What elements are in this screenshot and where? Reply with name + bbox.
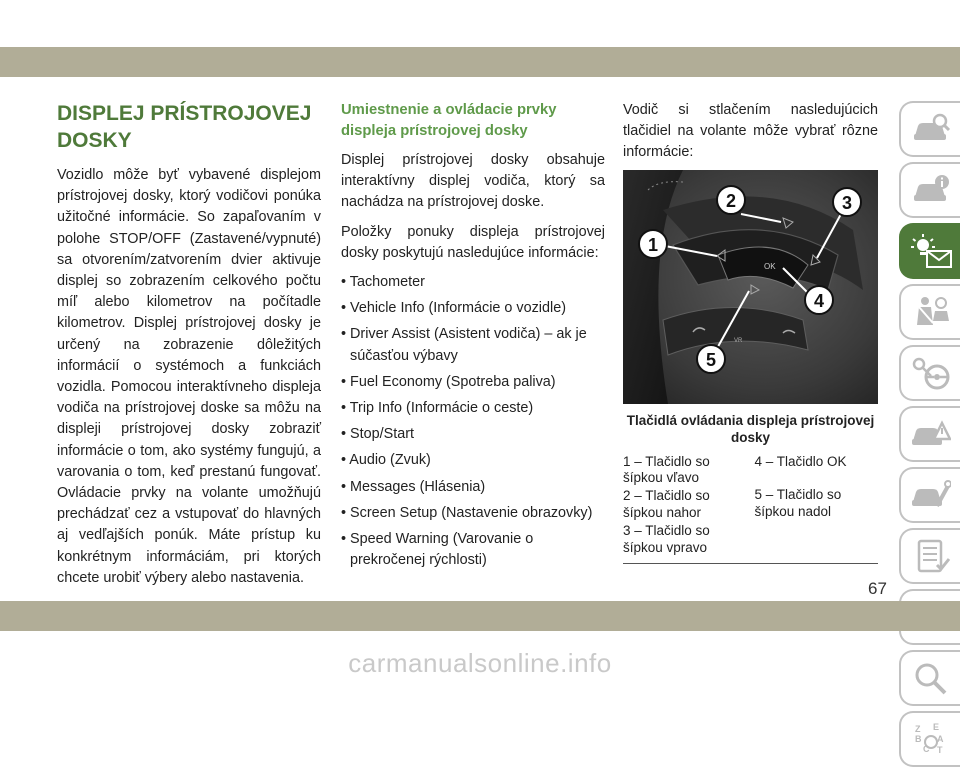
callout-4 [805, 286, 833, 314]
tab-index[interactable] [899, 711, 960, 767]
car-wrench-icon [911, 478, 951, 512]
legend-divider [623, 563, 878, 564]
callout-5 [697, 345, 725, 373]
voice-label: VR [734, 337, 743, 344]
ok-label: OK [764, 261, 776, 271]
figure-caption: Tlačidlá ovládania displeja prístrojovej dosky [626, 412, 875, 445]
svg-text:T: T [936, 745, 942, 755]
legend-item: 3 – Tlačidlo so šípkou vpravo [623, 522, 710, 555]
list-item: • Stop/Start [341, 426, 415, 443]
callout-3 [833, 188, 861, 216]
tab-car-info[interactable] [899, 162, 960, 218]
callout-1 [639, 230, 667, 258]
svg-text:Z: Z [914, 724, 920, 734]
legend-item: 4 – Tlačidlo OK [754, 453, 847, 469]
car-info-icon [911, 173, 951, 207]
tab-starting-operating[interactable] [899, 345, 960, 401]
list-item: • Fuel Economy (Spotreba paliva) [341, 373, 556, 390]
svg-text:5: 5 [705, 349, 717, 370]
column-figure [623, 100, 878, 564]
list-item: • Trip Info (Informácie o ceste) [341, 400, 534, 417]
svg-text:A: A [936, 734, 943, 744]
menu-items-list [341, 272, 605, 571]
page-number: 67 [868, 579, 887, 598]
list-item: • Speed Warning (Varovanie o prekročenej rýchlosti) [341, 531, 534, 569]
intro-paragraph: Vozidlo môže byť vybavené displejom prístrojovej dosky, ktorý vodičovi ponúka užitočné informácie. So zapaľovaním v polohe STOP/OFF (Zastavené/vypnuté) sa otvorením/zatvorením dvier aktivuje displej so zobrazením celkového počtu míľ alebo kilometrov na počítadle kilometrov. Displej prístrojovej dosky je určený na zobrazenie dôležitých informácií o systémoch a funkciách vozidla. Pomocou interaktívneho displeja vodiča na prístrojovej doske sa môžu na displeji prístrojovej dosky zobraziť informácie o tom, ako systémy fungujú, a varovania o tom, keď prestanú fungovať. Ovládacie prvky na volante umožňujú prechádzať cez a vstupovať do hlavných aj vedľajších ponúk. Máte prístup ku konkrétnym informáciám, pri ktorých chcete urobiť výbery alebo nastavenia. [57, 167, 321, 586]
svg-text:3: 3 [841, 192, 853, 213]
figure-intro: Vodič si stlačením nasledujúcich tlačidiel na volante môže vybrať rôzne informácie: [623, 102, 878, 161]
tab-car-magnifier[interactable] [899, 101, 960, 157]
svg-text:C: C [922, 744, 929, 754]
tab-emergency[interactable] [899, 406, 960, 462]
column-intro [57, 100, 321, 597]
figure-legend [623, 454, 878, 558]
car-warning-triangle-icon [911, 417, 951, 451]
list-item: • Driver Assist (Asistent vodiča) – ak je súčasťou výbavy [341, 326, 587, 364]
list-item: • Messages (Hlásenia) [341, 478, 486, 495]
bottom-band [0, 601, 960, 631]
list-item: • Vehicle Info (Informácie o vozidle) [341, 300, 567, 317]
svg-text:E: E [932, 722, 939, 732]
svg-text:B: B [914, 734, 921, 744]
controls-paragraph-1: Displej prístrojovej dosky obsahuje interaktívny displej vodiča, ktorý sa nachádza na prístrojovej doske. [341, 152, 605, 211]
car-seatbelt-icon [911, 295, 951, 329]
subsection-heading: Umiestnenie a ovládacie prvky displeja prístrojovej dosky [341, 102, 557, 139]
section-title: DISPLEJ PRÍSTROJOVEJ DOSKY [57, 102, 312, 152]
tab-servicing[interactable] [899, 467, 960, 523]
list-item: • Tachometer [341, 274, 425, 291]
tab-warning-lights-messages[interactable] [899, 223, 960, 279]
svg-text:4: 4 [813, 290, 825, 311]
callout-2 [717, 186, 745, 214]
legend-item: 1 – Tlačidlo so šípkou vľavo [623, 453, 710, 486]
list-item: • Audio (Zvuk) [341, 452, 431, 469]
controls-paragraph-2: Položky ponuky displeja prístrojovej dosky poskytujú nasledujúce informácie: [341, 223, 605, 261]
car-magnifier-icon [911, 112, 951, 146]
alphabet-index-icon [911, 722, 951, 756]
watermark: carmanualsonline.info [348, 648, 612, 678]
warning-light-message-icon [909, 233, 953, 269]
svg-text:1: 1 [647, 234, 659, 255]
column-controls [341, 100, 605, 576]
top-band [0, 47, 960, 77]
key-steering-icon [911, 356, 951, 390]
legend-item: 5 – Tlačidlo so šípkou nadol [754, 487, 842, 520]
tab-specifications[interactable] [899, 528, 960, 584]
legend-item: 2 – Tlačidlo so šípkou nahor [623, 488, 710, 520]
svg-text:2: 2 [725, 190, 737, 211]
checklist-icon [911, 539, 951, 573]
tab-safety[interactable] [899, 284, 960, 340]
steering-wheel-photo [623, 170, 878, 404]
list-item: • Screen Setup (Nastavenie obrazovky) [341, 504, 593, 521]
